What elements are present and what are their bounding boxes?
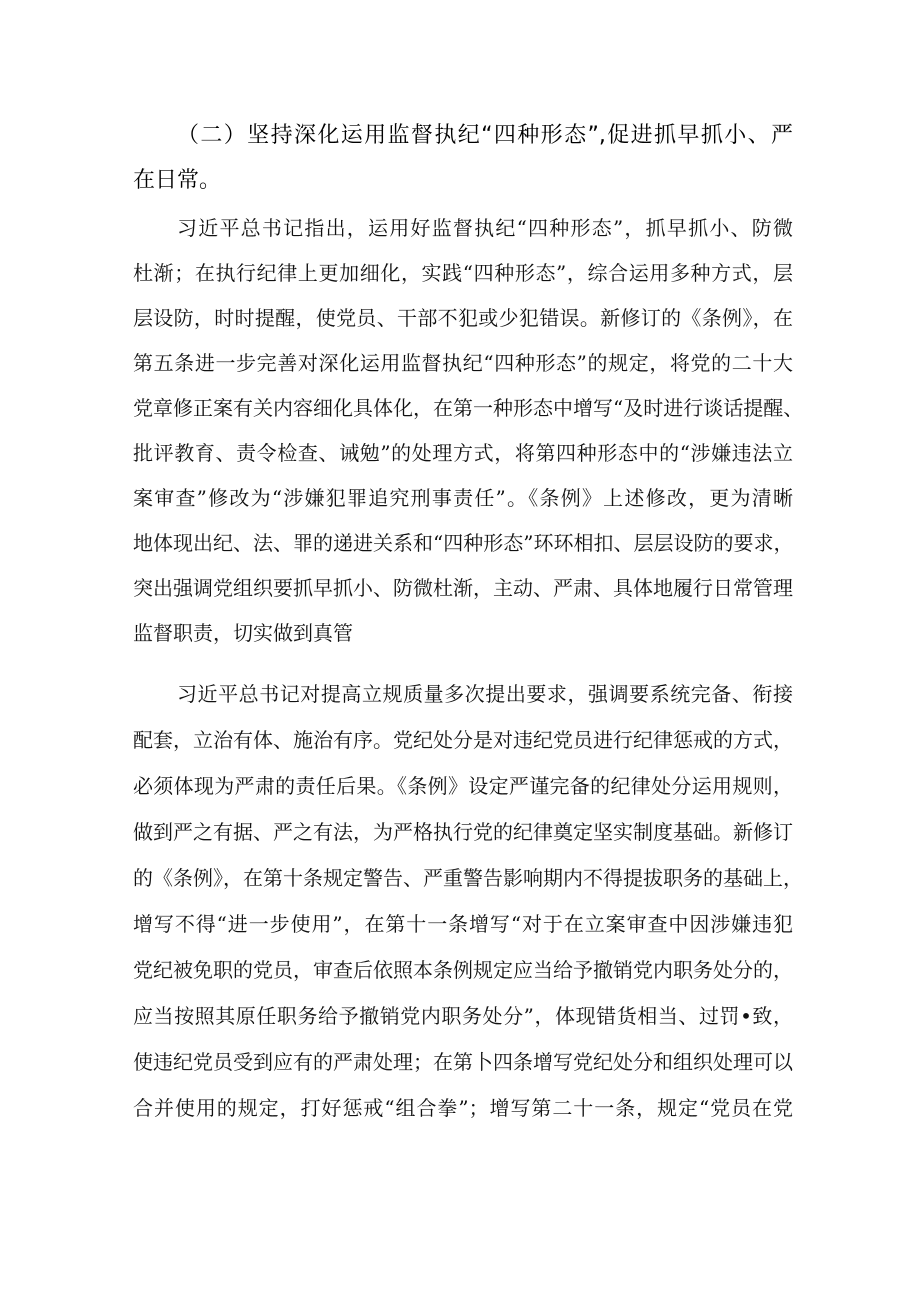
paragraph-2-line: 增写不得“进一步使用”，在第十一条增写“对于在立案审查中因涉嫌违犯 bbox=[133, 912, 793, 936]
paragraph-1-line: 监督职责，切实做到真管 bbox=[133, 621, 353, 645]
paragraph-1-line: 突出强调党组织要抓早抓小、防微杜渐，主动、严肃、具体地履行日常管理 bbox=[133, 576, 793, 600]
section-heading-line-2: 在日常。 bbox=[133, 168, 222, 193]
paragraph-1-line: 杜渐；在执行纪律上更加细化，实践“四种形态”，综合运用多种方式，层 bbox=[133, 261, 793, 285]
paragraph-1-line: 习近平总书记指出，运用好监督执纪“四种形态”，抓早抓小、防微 bbox=[177, 216, 793, 240]
paragraph-2-line: 的《条例》，在第十条规定警告、严重警告影响期内不得提拔职务的基础上， bbox=[133, 866, 803, 890]
section-heading-line-1: （二）坚持深化运用监督执纪“四种形态”,促进抓早抓小、严 bbox=[177, 123, 793, 148]
paragraph-1-line: 层设防，时时提醒，使党员、干部不犯或少犯错误。新修订的《条例》，在 bbox=[133, 306, 793, 330]
paragraph-2-line: 合并使用的规定，打好惩戒“组合拳”；增写第二十一条，规定“党员在党 bbox=[133, 1096, 793, 1120]
paragraph-1-line: 地体现出纪、法、罪的递进关系和“四种形态”环环相扣、层层设防的要求， bbox=[133, 531, 794, 555]
paragraph-2-line: 应当按照其原任职务给予撤销党内职务处分”，体现错货相当、过罚•致， bbox=[133, 1004, 793, 1028]
paragraph-2-line: 配套，立治有体、施治有序。党纪处分是对违纪党员进行纪律惩戒的方式， bbox=[133, 728, 793, 752]
paragraph-2-line: 习近平总书记对提高立规质量多次提出要求，强调要系统完备、衔接 bbox=[177, 682, 793, 706]
paragraph-2-line: 党纪被免职的党员，审查后依照本条例规定应当给予撤销党内职务处分的， bbox=[133, 958, 793, 982]
paragraph-2-line: 做到严之有据、严之有法，为严格执行党的纪律奠定坚实制度基础。新修订 bbox=[133, 820, 793, 844]
paragraph-1-line: 第五条进一步完善对深化运用监督执纪“四种形态”的规定，将党的二十大 bbox=[133, 351, 793, 375]
paragraph-2-line: 必须体现为严肃的责任后果。《条例》设定严谨完备的纪律处分运用规则， bbox=[133, 774, 793, 798]
paragraph-1-line: 批评教育、责令检查、诫勉”的处理方式，将第四种形态中的“涉嫌违法立 bbox=[133, 441, 793, 465]
paragraph-1-line: 党章修正案有关内容细化具体化，在第一种形态中增写“及时进行谈话提醒、 bbox=[133, 396, 804, 420]
paragraph-2-line: 使违纪党员受到应有的严肃处理；在第卜四条增写党纪处分和组织处理可以 bbox=[133, 1050, 793, 1074]
paragraph-1-line: 案审查”修改为“涉嫌犯罪追究刑事责任”。《条例》上述修改，更为清晰 bbox=[133, 486, 793, 510]
